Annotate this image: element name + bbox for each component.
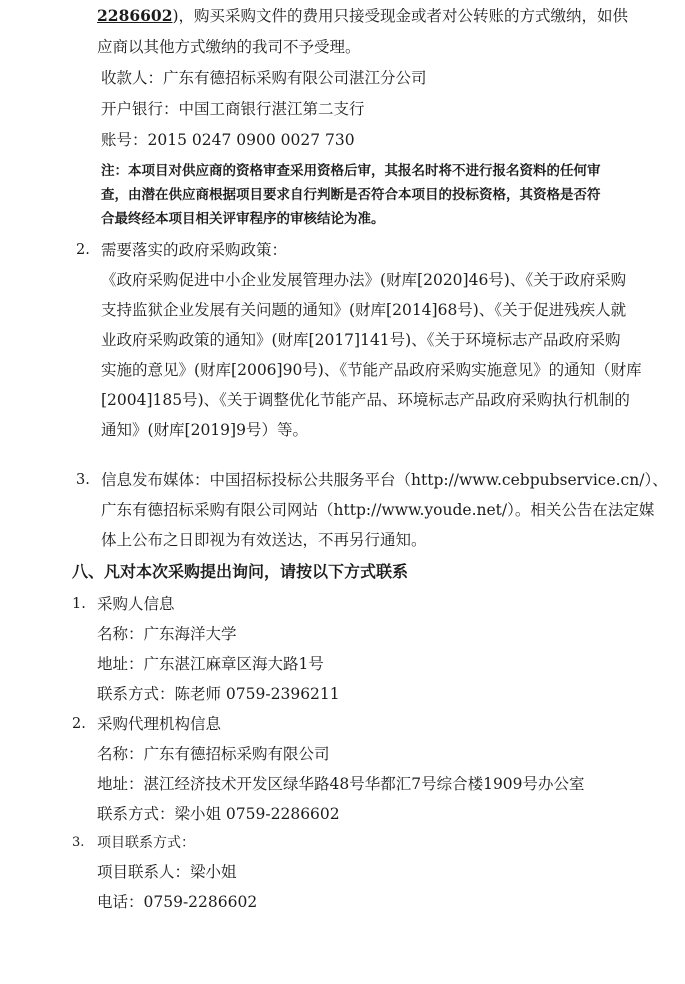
policy-line-6: 通知》(财库[2019]9号）等。 — [101, 421, 308, 439]
payment-text: )，购买采购文件的费用只接受现金或者对公转账的方式缴纳，如供 — [172, 7, 629, 25]
project-title: 项目联系方式： — [97, 835, 195, 851]
media-line-1: 信息发布媒体：中国招标投标公共服务平台（http://www.cebpubservice.cn/）、 — [101, 471, 668, 489]
project-number: 3. — [72, 835, 85, 850]
note-line-2: 查，由潜在供应商根据项目要求自行判断是否符合本项目的投标资格，其资格是否符 — [101, 187, 601, 203]
payment-line-2: 应商以其他方式缴纳的我司不予受理。 — [97, 38, 361, 56]
account-line: 账号：2015 0247 0900 0027 730 — [101, 131, 355, 149]
policy-line-3: 业政府采购政策的通知》(财库[2017]141号)、《关于环境标志产品政府采购 — [101, 331, 621, 349]
policy-line-4: 实施的意见》(财库[2006]90号)、《节能产品政府采购实施意见》的通知（财库 — [101, 361, 642, 379]
phone-fragment: 2286602 — [97, 6, 173, 25]
media-line-2: 广东有德招标采购有限公司网站（http://www.youde.net/）。相关公告在法定媒 — [101, 501, 655, 519]
note-line-1: 注：本项目对供应商的资格审查采用资格后审，其报名时将不进行报名资料的任何审 — [101, 163, 601, 179]
buyer-title: 采购人信息 — [97, 595, 175, 613]
buyer-name: 名称：广东海洋大学 — [97, 625, 237, 643]
policy-title: 需要落实的政府采购政策： — [101, 241, 288, 259]
policy-line-2: 支持监狱企业发展有关问题的通知》(财库[2014]68号)、《关于促进残疾人就 — [101, 301, 627, 319]
agency-title: 采购代理机构信息 — [97, 715, 222, 733]
policy-line-1: 《政府采购促进中小企业发展管理办法》(财库[2020]46号)、《关于政府采购 — [101, 271, 627, 289]
media-line-3: 体上公布之日即视为有效送达，不再另行通知。 — [101, 531, 427, 549]
project-phone: 电话：0759-2286602 — [97, 893, 258, 911]
buyer-phone: 联系方式：陈老师 0759-2396211 — [97, 685, 340, 703]
agency-name: 名称：广东有德招标采购有限公司 — [97, 745, 330, 763]
bank-line: 开户银行：中国工商银行湛江第二支行 — [101, 100, 365, 118]
agency-address: 地址：湛江经济技术开发区绿华路48号华都汇7号综合楼1909号办公室 — [97, 775, 585, 793]
payee-line: 收款人：广东有德招标采购有限公司湛江分公司 — [101, 69, 427, 87]
agency-phone: 联系方式：梁小姐 0759-2286602 — [97, 805, 340, 823]
payment-line-1 — [97, 5, 628, 27]
agency-number: 2. — [72, 716, 86, 732]
media-number: 3. — [76, 472, 90, 488]
note-line-3: 合最终经本项目相关评审程序的审核结论为准。 — [101, 211, 385, 227]
policy-number: 2. — [76, 242, 90, 258]
contact-heading: 八、凡对本次采购提出询问，请按以下方式联系 — [72, 562, 409, 581]
policy-line-5: [2004]185号)、《关于调整优化节能产品、环境标志产品政府采购执行机制的 — [101, 391, 630, 409]
buyer-number: 1. — [72, 596, 86, 612]
project-person: 项目联系人：梁小姐 — [97, 863, 237, 881]
buyer-address: 地址：广东湛江麻章区海大路1号 — [97, 655, 324, 673]
